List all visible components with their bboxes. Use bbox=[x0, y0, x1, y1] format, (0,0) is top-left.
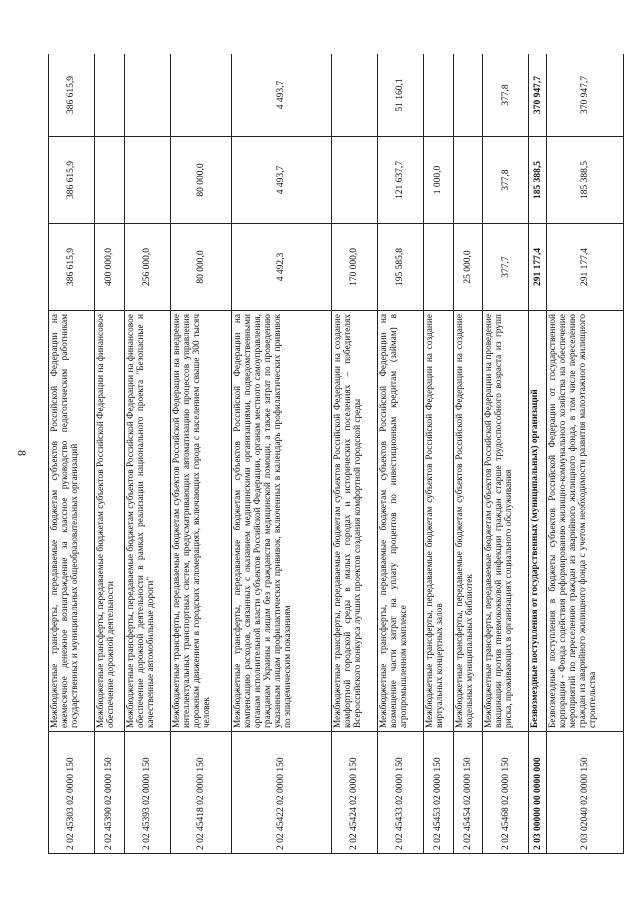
row-name: Межбюджетные трансферты, передаваемые бюджетам субъектов Российской Федерации на внедрение интеллектуальных транспортных систем, предусматривающих автоматизацию процессов управления дорожным движением в городских агломерациях, включающих города с населением свыше 300 тысяч человек bbox=[170, 311, 231, 732]
row-value-3 bbox=[95, 54, 125, 137]
row-value-2: 80 000,0 bbox=[170, 137, 231, 224]
row-value-1 bbox=[424, 224, 454, 311]
row-code: 2 02 45303 02 0000 150 bbox=[49, 732, 95, 854]
row-code: 2 02 45433 02 0000 150 bbox=[378, 732, 424, 854]
row-value-2: 1 000,0 bbox=[424, 137, 454, 224]
row-value-3: 370 947,7 bbox=[529, 54, 547, 137]
row-value-1: 25 000,0 bbox=[453, 224, 483, 311]
row-value-3: 377,8 bbox=[483, 54, 529, 137]
row-code: 2 03 00000 00 0000 000 bbox=[529, 732, 547, 854]
row-name: Межбюджетные трансферты, передаваемые бюджетам субъектов Российской Федерации на компенсацию расходов, связанных с оказанием медицинскими организациями, подведомственными органам исполнительной власти субъектов Российской Федерации, органам местного самоуправления, гражданам Украины и лицам без гражданства медицинской помощи, а также затрат по проведению указанным лицам профилактических прививок, включенных в календарь профилактических прививок по эпидемическим показаниям bbox=[232, 311, 332, 732]
row-value-2: 185 388,5 bbox=[529, 137, 547, 224]
row-value-3: 370 947,7 bbox=[547, 54, 624, 137]
row-name: Межбюджетные трансферты, передаваемые бюджетам субъектов Российской Федерации на финансовое обеспечение дорожной деятельности bbox=[95, 311, 125, 732]
rotated-table-container bbox=[48, 54, 624, 854]
row-name: Межбюджетные трансферты, передаваемые бюджетам субъектов Российской Федерации на ежемесячное денежное вознаграждение за классное руководство педагогическим работникам государственных и муниципальных общеобразовательных организаций bbox=[49, 311, 95, 732]
row-code: 2 02 45422 02 0000 150 bbox=[232, 732, 332, 854]
row-code: 2 02 45454 02 0000 150 bbox=[453, 732, 483, 854]
table-row bbox=[529, 54, 547, 854]
table-row bbox=[424, 54, 454, 854]
row-code: 2 02 45424 02 0000 150 bbox=[331, 732, 377, 854]
row-name: Межбюджетные трансферты, передаваемые бюджетам субъектов Российской Федерации на проведение вакцинации против пневмококковой инфекции граждан старше трудоспособного возраста из групп риска, проживающих в организациях социального обслуживания bbox=[483, 311, 529, 732]
row-value-3: 51 160,1 bbox=[378, 54, 424, 137]
budget-table bbox=[48, 54, 624, 854]
table-body bbox=[49, 54, 624, 854]
row-value-2: 377,8 bbox=[483, 137, 529, 224]
row-name: Межбюджетные трансферты, передаваемые бюджетам субъектов Российской Федерации на создание виртуальных концертных залов bbox=[424, 311, 454, 732]
table-row bbox=[547, 54, 624, 854]
row-value-1: 377,7 bbox=[483, 224, 529, 311]
table-row bbox=[170, 54, 231, 854]
row-value-1: 195 585,8 bbox=[378, 224, 424, 311]
table-row bbox=[483, 54, 529, 854]
table-row bbox=[378, 54, 424, 854]
row-code: 2 02 45418 02 0000 150 bbox=[170, 732, 231, 854]
row-name: Безвозмездные поступления в бюджеты субъектов Российской Федерации от государственной корпорации - Фонда содействия реформированию жилищно-коммунального хозяйства на обеспечение мероприятий по переселению граждан из аварийного жилищного фонда, в том числе переселению граждан из аварийного жилищного фонда с учетом необходимости развития малоэтажного жилищного строительства bbox=[547, 311, 624, 732]
row-value-2 bbox=[124, 137, 170, 224]
row-value-2: 386 615,9 bbox=[49, 137, 95, 224]
row-value-3 bbox=[124, 54, 170, 137]
row-name: Межбюджетные трансферты, передаваемые бюджетам субъектов Российской Федерации на создание комфортной городской среды в малых городах и исторических поселениях – победителях Всероссийского конкурса лучших проектов создания комфортной городской среды bbox=[331, 311, 377, 732]
row-value-1: 80 000,0 bbox=[170, 224, 231, 311]
row-value-3 bbox=[424, 54, 454, 137]
row-name: Межбюджетные трансферты, передаваемые бюджетам субъектов Российской Федерации на финансовое обеспечение дорожной деятельности в рамках реализации национального проекта "Безопасные и качественные автомобильные дороги" bbox=[124, 311, 170, 732]
row-value-2 bbox=[331, 137, 377, 224]
table-row bbox=[49, 54, 95, 854]
row-value-1: 400 000,0 bbox=[95, 224, 125, 311]
table-row bbox=[232, 54, 332, 854]
row-value-3 bbox=[170, 54, 231, 137]
row-value-1: 4 492,3 bbox=[232, 224, 332, 311]
table-row bbox=[453, 54, 483, 854]
row-value-3: 386 615,9 bbox=[49, 54, 95, 137]
row-code: 2 02 45453 02 0000 150 bbox=[424, 732, 454, 854]
row-value-2 bbox=[95, 137, 125, 224]
row-value-1: 386 615,9 bbox=[49, 224, 95, 311]
table-row bbox=[124, 54, 170, 854]
row-name: Межбюджетные трансферты, передаваемые бюджетам субъектов Российской Федерации на возмещение части затрат на уплату процентов по инвестиционным кредитам (займам) в агропромышленном комплексе bbox=[378, 311, 424, 732]
row-value-3 bbox=[331, 54, 377, 137]
row-code: 2 02 45393 02 0000 150 bbox=[124, 732, 170, 854]
row-value-3 bbox=[453, 54, 483, 137]
rotated-table-area bbox=[48, 54, 624, 854]
row-value-2: 4 493,7 bbox=[232, 137, 332, 224]
row-value-1: 291 177,4 bbox=[529, 224, 547, 311]
row-code: 2 02 45390 02 0000 150 bbox=[95, 732, 125, 854]
row-value-2: 121 637,7 bbox=[378, 137, 424, 224]
row-value-1: 291 177,4 bbox=[547, 224, 624, 311]
row-code: 2 02 45468 02 0000 150 bbox=[483, 732, 529, 854]
row-name: Межбюджетные трансферты, передаваемые бюджетам субъектов Российской Федерации на создание модельных муниципальных библиотек bbox=[453, 311, 483, 732]
row-code: 2 03 02040 02 0000 150 bbox=[547, 732, 624, 854]
row-name: Безвозмездные поступления от государственных (муниципальных) организаций bbox=[529, 311, 547, 732]
row-value-1: 256 000,0 bbox=[124, 224, 170, 311]
row-value-3: 4 493,7 bbox=[232, 54, 332, 137]
row-value-2: 185 388,5 bbox=[547, 137, 624, 224]
table-row bbox=[331, 54, 377, 854]
table-row bbox=[95, 54, 125, 854]
row-value-2 bbox=[453, 137, 483, 224]
page-number: 8 bbox=[15, 450, 29, 456]
row-value-1: 170 000,0 bbox=[331, 224, 377, 311]
